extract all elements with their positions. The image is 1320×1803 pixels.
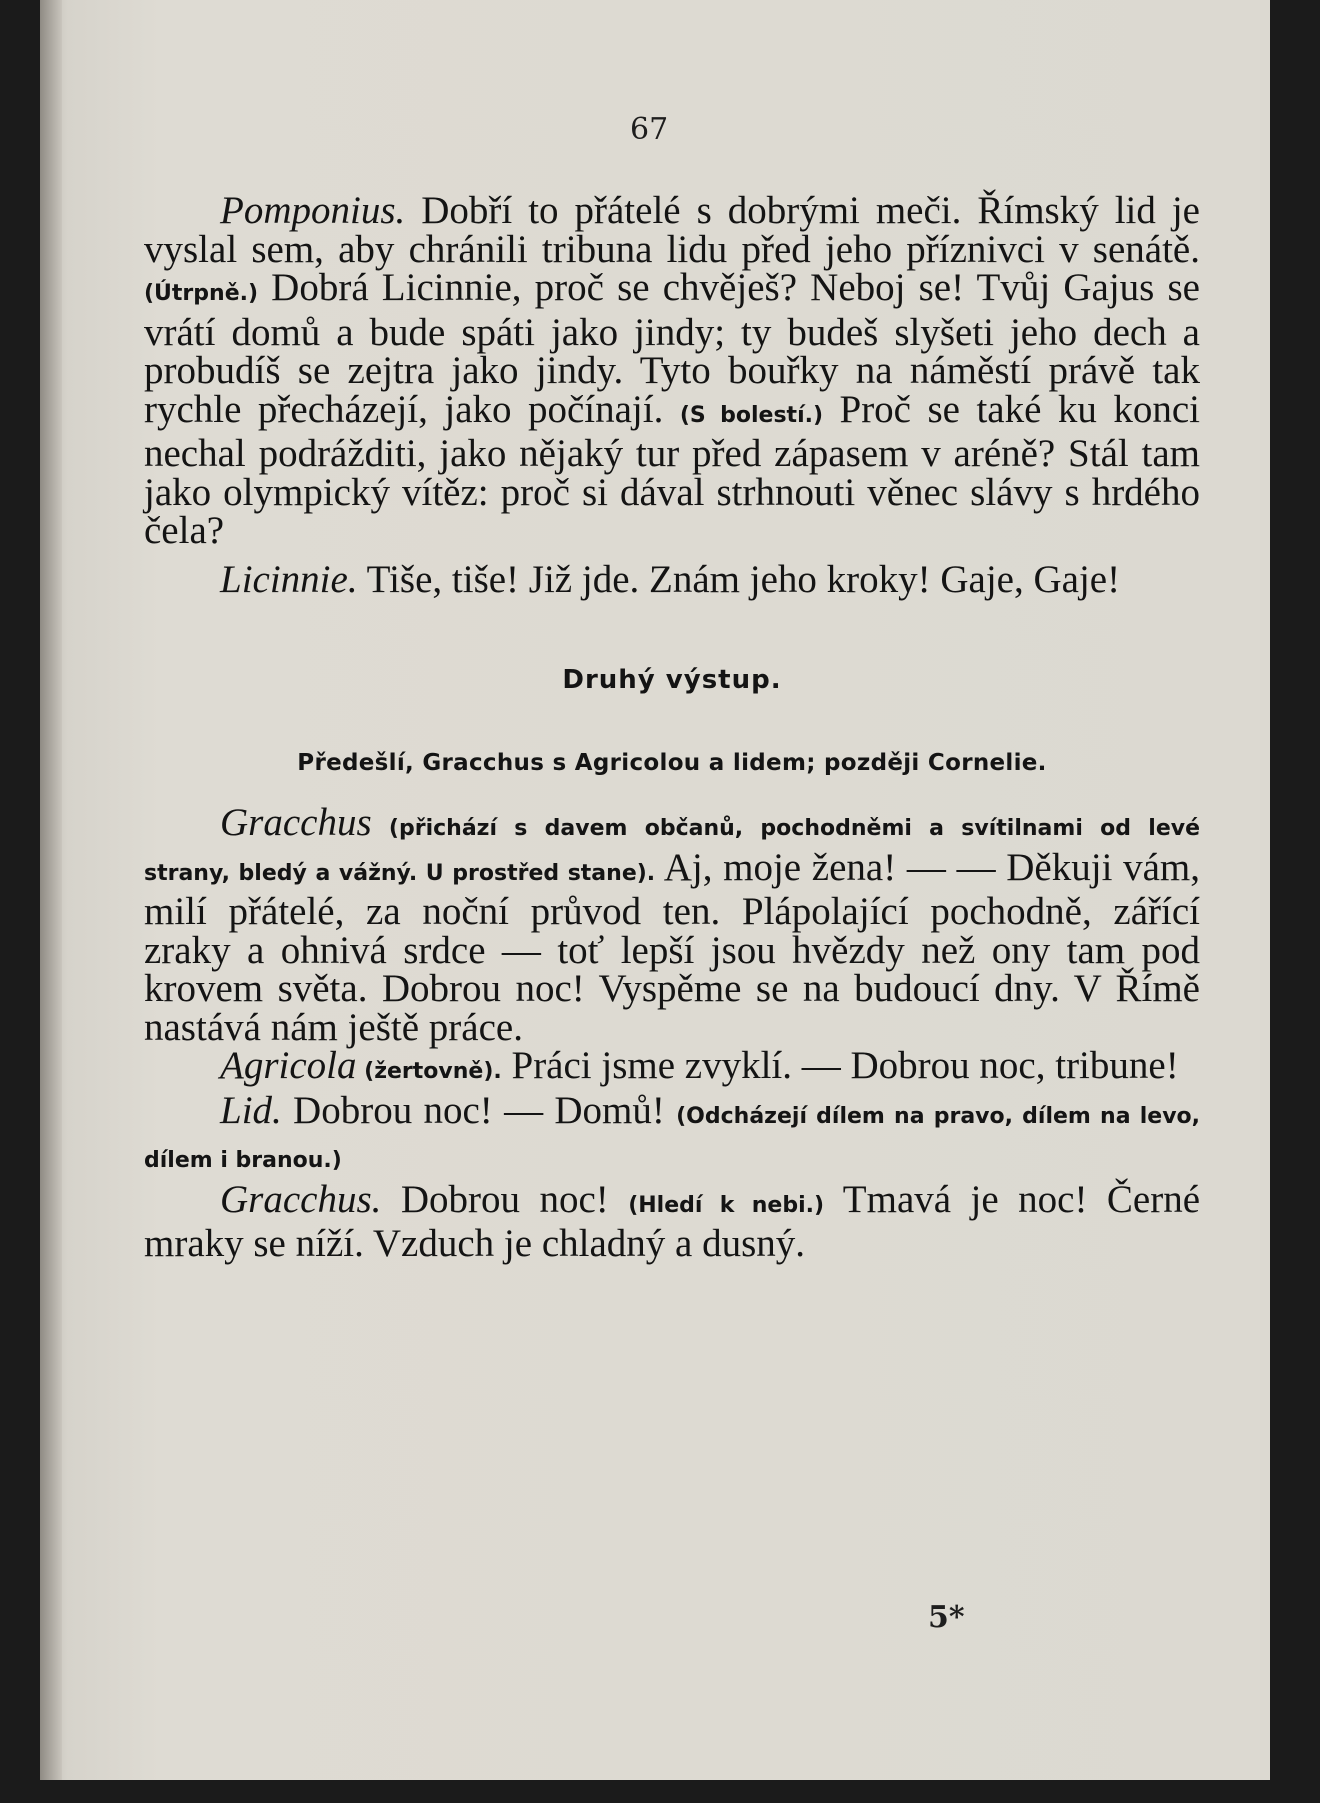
paragraph-pomponius [144, 189, 1200, 552]
speaker-name: Gracchus [220, 801, 372, 844]
cast-list: Předešlí, Gracchus s Agricolou a lidem; později Cornelie. [297, 749, 1047, 776]
stage-direction: (žertovně). [356, 1059, 502, 1084]
book-page [40, 0, 1270, 1780]
dialogue-text: Aj, moje žena! — — Děkuji vám, milí přátelé, za noční průvod ten. Plápolající pochodně, zářící zraky a ohnivá srdce — toť lepší jsou hvězdy než ony tam pod krovem světa. Dobrou noc! Vyspěme se na budoucí dny. V Římě nastává nám ještě práce. [144, 845, 1200, 1049]
dialogue-text: Práci jsme zvyklí. — Dobrou noc, tribune! [501, 1044, 1179, 1087]
paragraph-lid [144, 1088, 1201, 1181]
dialogue-text: Dobří to přátelé s dobrými meči. Římský lid je vyslal sem, aby chránili tribuna lidu před jeho příznivci v senátě. [144, 189, 1200, 271]
page-number: 67 [630, 112, 669, 147]
dialogue-text: Dobrá Licinnie, proč se chvěješ? Neboj se! Tvůj Gajus se vrátí domů a bude spáti jako jindy; ty budeš slyšeti jeho dech a probudíš se zejtra jako jindy. Tyto bouřky na náměstí právě tak rychle přecházejí, jako počínají. [144, 266, 1200, 431]
stage-direction: (Odcházejí dílem na pravo, dílem na levo, dílem i branou.) [144, 1103, 1201, 1173]
dialogue-text: Dobrou noc! — Domů! [281, 1088, 677, 1132]
printer-signature: 5* [928, 1600, 965, 1635]
speaker-name: Agricola [220, 1044, 357, 1087]
stage-direction: (přichází s davem občanů, pochodněmi a svítilnami od levé strany, bledý a vážný. U prostřed stane). [144, 816, 1200, 886]
page-body [144, 189, 1201, 1265]
dialogue-text: Dobrou noc! [381, 1177, 629, 1221]
dialogue-text: Proč se také ku konci nechal podrážditi, jako nějaký tur před zápasem v aréně? Stál tam jako olympický vítěz: proč si dával strhnouti věnec slávy s hrdého čela? [144, 387, 1200, 552]
stage-direction: (Útrpně.) [144, 281, 259, 306]
speaker-name: Pomponius. [220, 189, 406, 232]
page-gutter [40, 0, 62, 1780]
dialogue-text: Tiše, tiše! Již jde. Znám jeho kroky! Gaje, Gaje! [357, 557, 1121, 601]
dialogue-text: Tmavá je noc! Černé mraky se níží. Vzduch je chladný a dusný. [144, 1177, 1201, 1265]
scene-heading: Druhý výstup. [562, 665, 782, 695]
paragraph-licinnie [144, 557, 1200, 601]
stage-direction: (S bolestí.) [679, 402, 824, 428]
stage-direction: (Hledí k nebi.) [628, 1192, 825, 1218]
paragraph-gracchus [144, 801, 1200, 1049]
speaker-name: Licinnie. [220, 557, 358, 601]
paragraph-gracchus-2 [144, 1177, 1201, 1265]
speaker-name: Gracchus. [220, 1177, 382, 1221]
speaker-name: Lid. [220, 1088, 282, 1132]
paragraph-agricola [144, 1044, 1200, 1092]
